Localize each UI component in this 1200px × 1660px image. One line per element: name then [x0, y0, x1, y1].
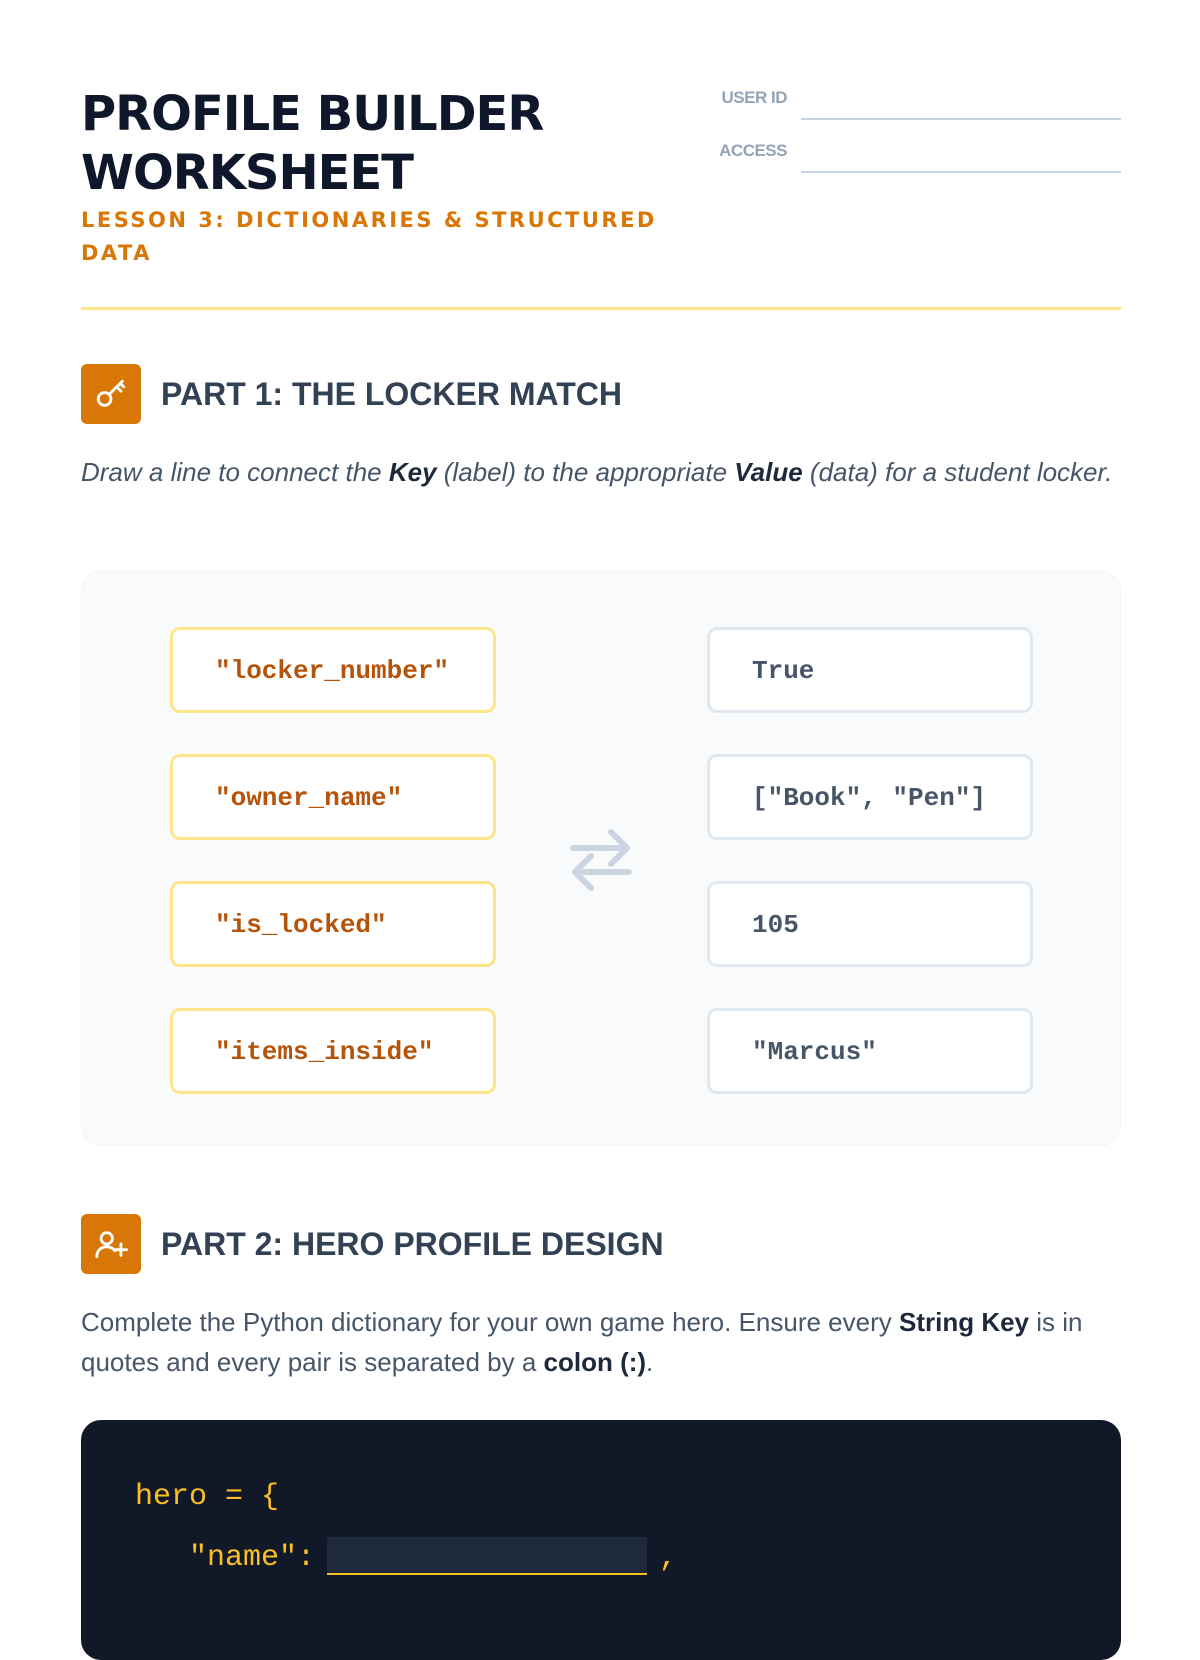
value-card-105[interactable]: 105	[707, 881, 1033, 967]
worksheet-header	[81, 0, 1121, 310]
name-value-blank[interactable]	[327, 1537, 647, 1575]
part1-title: PART 1: THE LOCKER MATCH	[161, 376, 623, 412]
access-label: ACCESS	[719, 141, 787, 160]
part1-header	[81, 364, 1121, 424]
user-plus-icon	[81, 1214, 141, 1274]
user-id-field	[701, 86, 1121, 126]
key-icon	[81, 364, 141, 424]
code-key-name: "name":	[189, 1541, 316, 1575]
part2-instr-string-key: String Key	[898, 1307, 1030, 1337]
worksheet-page	[81, 0, 1121, 1575]
part2-instructions	[81, 1302, 1121, 1382]
part1-instr-text-1: Draw a line to connect the	[81, 457, 389, 487]
part2-title: PART 2: HERO PROFILE DESIGN	[161, 1226, 664, 1262]
key-card-items-inside[interactable]: "items_inside"	[170, 1008, 496, 1094]
user-id-label: USER ID	[721, 88, 787, 107]
part2-instr-text-3: .	[646, 1347, 654, 1377]
part1-instr-key: Key	[388, 457, 437, 487]
part2-instr-text-2: is in quotes and every pair is separated by a	[81, 1307, 1083, 1377]
value-card-book-pen[interactable]: ["Book", "Pen"]	[707, 754, 1033, 840]
lesson-subtitle: LESSON 3: DICTIONARIES & STRUCTURED DATA	[81, 208, 657, 265]
access-field	[701, 139, 1121, 179]
swap-arrows-icon	[568, 827, 634, 893]
locker-match-panel	[81, 571, 1121, 1146]
key-card-owner-name[interactable]: "owner_name"	[170, 754, 496, 840]
part1-instr-value: Value	[734, 457, 803, 487]
part1-instr-text-2: (label) to the appropriate	[436, 457, 735, 487]
value-card-true[interactable]: True	[707, 627, 1033, 713]
code-block	[81, 1420, 1121, 1660]
part1-instructions	[81, 452, 1121, 492]
value-card-marcus[interactable]: "Marcus"	[707, 1008, 1033, 1094]
part2-instr-colon: colon (:)	[543, 1347, 647, 1377]
part2-instr-text-1: Complete the Python dictionary for your own game hero. Ensure every	[81, 1307, 899, 1337]
worksheet-title: PROFILE BUILDER WORKSHEET	[81, 86, 544, 201]
key-card-locker-number[interactable]: "locker_number"	[170, 627, 496, 713]
user-id-blank[interactable]	[801, 118, 1121, 120]
code-line-hero: hero = {	[135, 1480, 280, 1514]
part2-header	[81, 1214, 1121, 1274]
key-card-is-locked[interactable]: "is_locked"	[170, 881, 496, 967]
code-comma: ,	[659, 1541, 678, 1575]
access-blank[interactable]	[801, 171, 1121, 173]
part1-instr-text-3: (data) for a student locker.	[802, 457, 1113, 487]
